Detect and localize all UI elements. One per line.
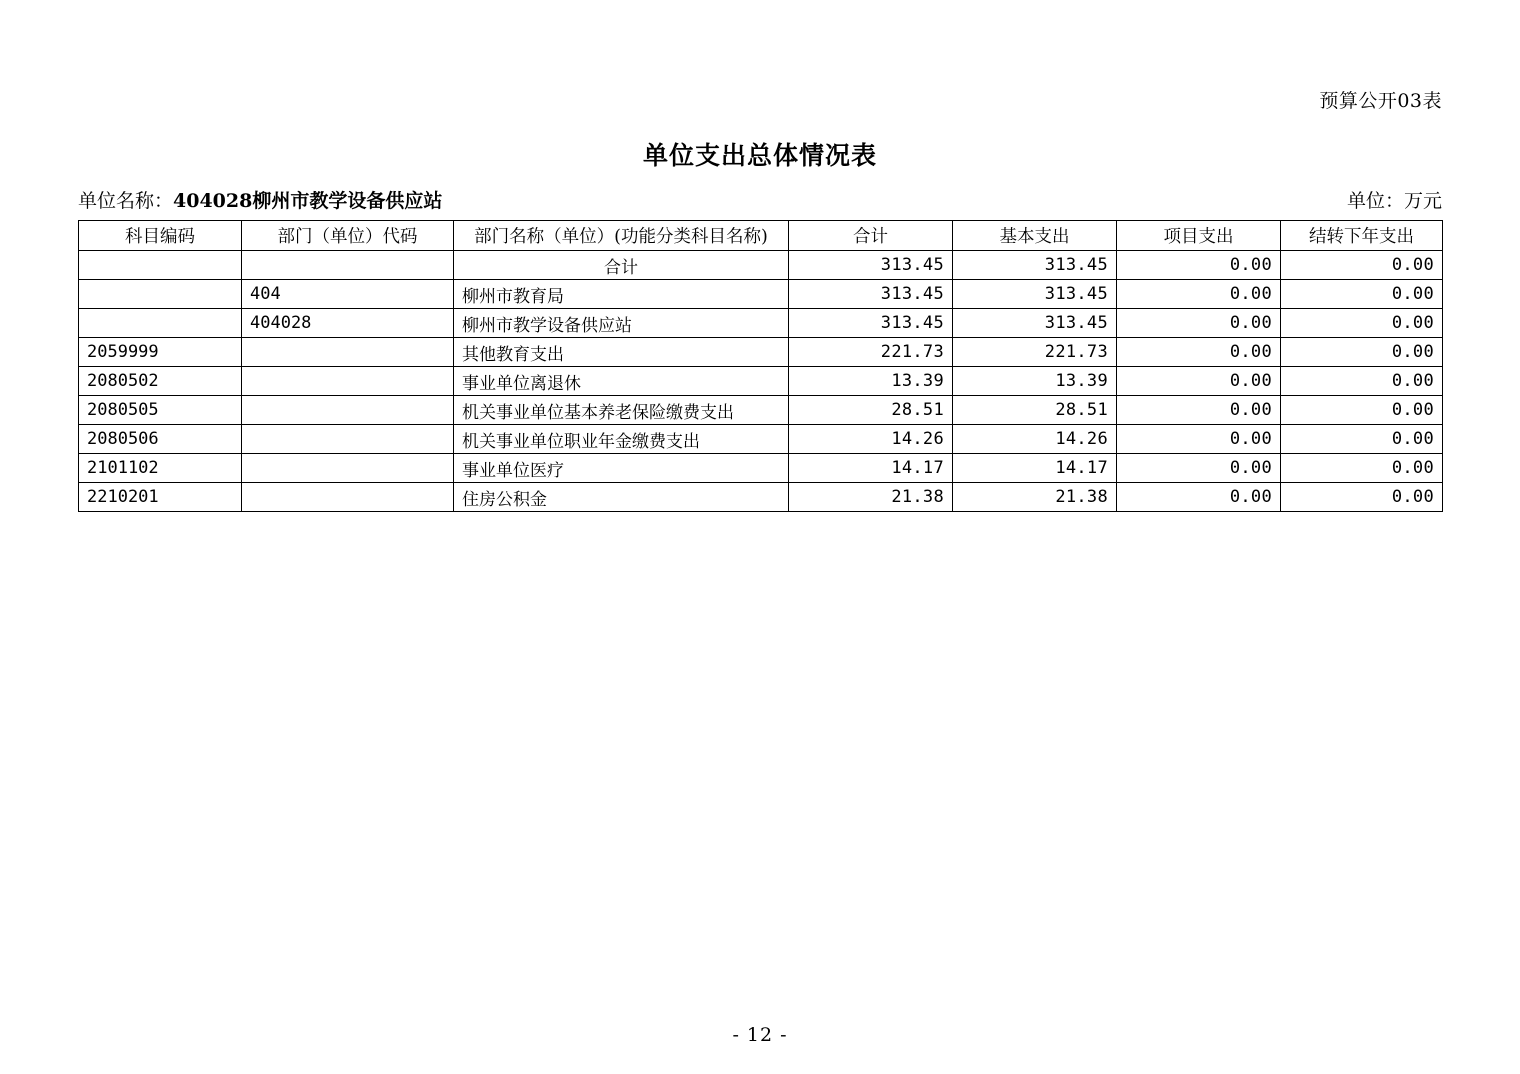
cell-total: 221.73: [789, 338, 953, 367]
cell-project: 0.00: [1117, 280, 1281, 309]
table-row: [79, 367, 1443, 396]
cell-basic: 313.45: [953, 280, 1117, 309]
table-row: [79, 251, 1443, 280]
cell-basic: 21.38: [953, 483, 1117, 512]
column-header-total: 合计: [789, 221, 953, 251]
cell-project: 0.00: [1117, 251, 1281, 280]
cell-dept-code: [242, 396, 454, 425]
cell-basic: 313.45: [953, 309, 1117, 338]
cell-total: 14.26: [789, 425, 953, 454]
cell-carryover: 0.00: [1281, 454, 1443, 483]
cell-project: 0.00: [1117, 338, 1281, 367]
cell-code: [79, 251, 242, 280]
cell-total: 313.45: [789, 251, 953, 280]
table-row: [79, 309, 1443, 338]
expenditure-table: [78, 220, 1443, 512]
cell-dept-name: 柳州市教学设备供应站: [454, 309, 789, 338]
cell-total: 313.45: [789, 309, 953, 338]
cell-total: 13.39: [789, 367, 953, 396]
page-number: - 12 -: [732, 1024, 788, 1046]
cell-basic: 14.17: [953, 454, 1117, 483]
cell-carryover: 0.00: [1281, 309, 1443, 338]
table-row: [79, 280, 1443, 309]
cell-code: 2080506: [79, 425, 242, 454]
cell-project: 0.00: [1117, 367, 1281, 396]
cell-total: 21.38: [789, 483, 953, 512]
table-row: [79, 483, 1443, 512]
table-row: [79, 338, 1443, 367]
cell-code: 2101102: [79, 454, 242, 483]
column-header-dept-name: 部门名称（单位）(功能分类科目名称): [454, 221, 789, 251]
column-header-code: 科目编码: [79, 221, 242, 251]
cell-basic: 28.51: [953, 396, 1117, 425]
cell-basic: 14.26: [953, 425, 1117, 454]
column-header-dept-code: 部门（单位）代码: [242, 221, 454, 251]
cell-dept-code: [242, 367, 454, 396]
cell-carryover: 0.00: [1281, 338, 1443, 367]
unit-name-label: 单位名称：: [78, 190, 174, 212]
cell-total: 14.17: [789, 454, 953, 483]
cell-dept-name: 合计: [454, 251, 789, 280]
unit-name: [78, 186, 442, 213]
table-header-row: [79, 221, 1443, 251]
cell-project: 0.00: [1117, 396, 1281, 425]
cell-basic: 313.45: [953, 251, 1117, 280]
cell-carryover: 0.00: [1281, 280, 1443, 309]
table-row: [79, 454, 1443, 483]
cell-project: 0.00: [1117, 454, 1281, 483]
cell-total: 28.51: [789, 396, 953, 425]
cell-basic: 13.39: [953, 367, 1117, 396]
cell-code: 2080505: [79, 396, 242, 425]
cell-dept-name: 事业单位医疗: [454, 454, 789, 483]
cell-basic: 221.73: [953, 338, 1117, 367]
column-header-carryover: 结转下年支出: [1281, 221, 1443, 251]
cell-project: 0.00: [1117, 483, 1281, 512]
cell-dept-name: 机关事业单位职业年金缴费支出: [454, 425, 789, 454]
cell-total: 313.45: [789, 280, 953, 309]
cell-code: 2210201: [79, 483, 242, 512]
cell-carryover: 0.00: [1281, 367, 1443, 396]
cell-code: 2080502: [79, 367, 242, 396]
table-row: [79, 425, 1443, 454]
meta-row: [78, 186, 1442, 212]
form-code-label: 预算公开03表: [1319, 90, 1442, 112]
cell-code: 2059999: [79, 338, 242, 367]
cell-dept-name: 柳州市教育局: [454, 280, 789, 309]
cell-carryover: 0.00: [1281, 396, 1443, 425]
cell-project: 0.00: [1117, 425, 1281, 454]
cell-carryover: 0.00: [1281, 251, 1443, 280]
cell-carryover: 0.00: [1281, 483, 1443, 512]
cell-dept-name: 事业单位离退休: [454, 367, 789, 396]
unit-name-value: 404028柳州市教学设备供应站: [173, 190, 443, 212]
table-row: [79, 396, 1443, 425]
cell-code: [79, 309, 242, 338]
cell-dept-name: 机关事业单位基本养老保险缴费支出: [454, 396, 789, 425]
cell-dept-code: [242, 251, 454, 280]
column-header-project: 项目支出: [1117, 221, 1281, 251]
cell-dept-code: [242, 454, 454, 483]
cell-dept-code: [242, 338, 454, 367]
cell-carryover: 0.00: [1281, 425, 1443, 454]
cell-code: [79, 280, 242, 309]
amount-unit-label: 单位：万元: [1346, 190, 1442, 212]
cell-project: 0.00: [1117, 309, 1281, 338]
page-title: 单位支出总体情况表: [642, 141, 877, 170]
cell-dept-code: 404: [242, 280, 454, 309]
column-header-basic: 基本支出: [953, 221, 1117, 251]
cell-dept-code: 404028: [242, 309, 454, 338]
cell-dept-code: [242, 483, 454, 512]
cell-dept-name: 住房公积金: [454, 483, 789, 512]
cell-dept-code: [242, 425, 454, 454]
cell-dept-name: 其他教育支出: [454, 338, 789, 367]
